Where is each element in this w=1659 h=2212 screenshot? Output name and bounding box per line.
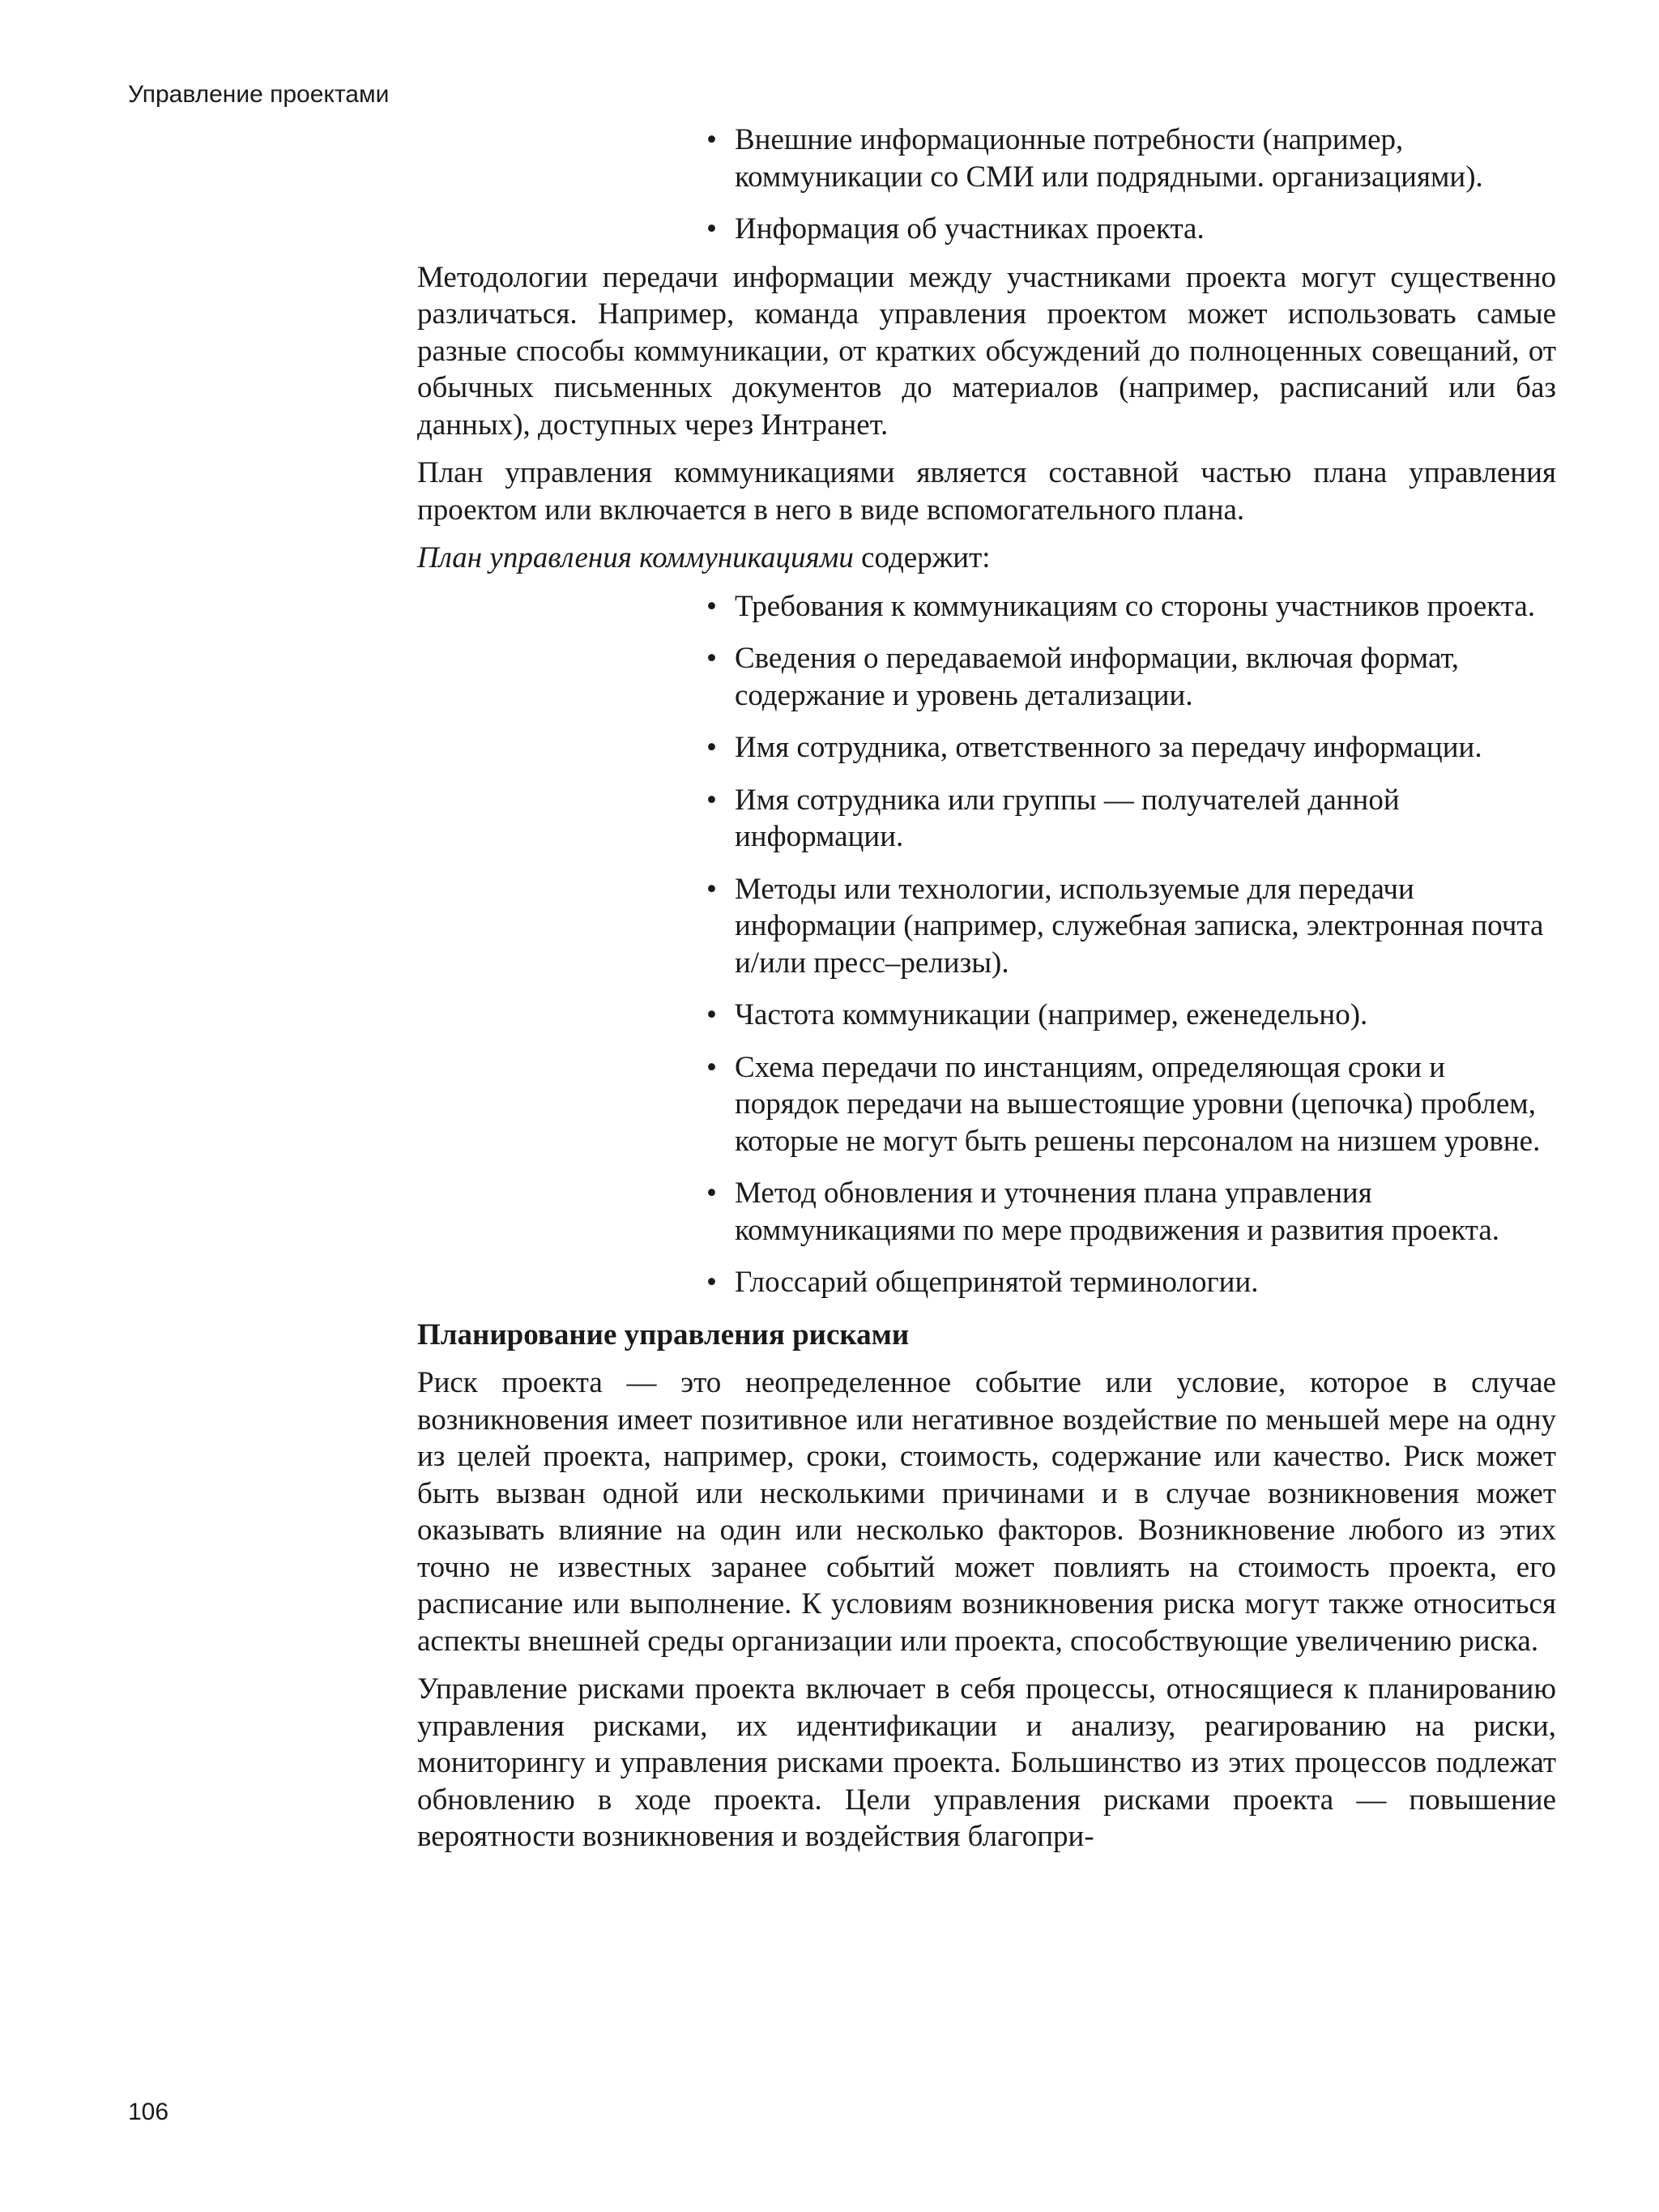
list-item-text: Глоссарий общепринятой терминологии. <box>735 1266 1259 1299</box>
paragraph-risk-definition: Риск проекта — это неопределенное событие или условие, которое в случае возникновения имеет позитивное или негативное воздействие по меньшей мере на одну из целей проекта, например, сроки, стоимость, содержание или качество. Риск может быть вызван одной или несколькими причинами и в случае возникновения может оказывать влияние на один или несколько факторов. Возникновение любого из этих точно не известных заранее событий может повлиять на стоимость проекта, его расписание или выполнение. К условиям возникновения риска могут также относиться аспекты внешней среды организации или проекта, способствующие увеличению риска. <box>417 1366 1556 1658</box>
list-item <box>706 211 1556 248</box>
list-item <box>706 122 1556 195</box>
plan-term: План управления коммуникациями <box>417 541 854 574</box>
running-head: Управление проектами <box>128 81 390 108</box>
list-item-text: Требования к коммуникациям со стороны участников проекта. <box>735 589 1536 623</box>
bullet-icon: • <box>706 1176 717 1210</box>
page-body <box>417 122 1556 1855</box>
bullet-icon: • <box>706 1050 717 1084</box>
list-item-text: Имя сотрудника или группы — получателей данной информации. <box>735 783 1400 853</box>
list-item <box>706 640 1556 714</box>
bullet-icon: • <box>706 783 717 817</box>
bullet-icon: • <box>706 123 717 156</box>
bullet-icon: • <box>706 1266 717 1299</box>
list-item-text: Имя сотрудника, ответственного за передачу информации. <box>735 731 1482 764</box>
bullet-list-top <box>417 122 1556 248</box>
list-item-text: Частота коммуникации (например, еженедельно). <box>735 998 1368 1031</box>
list-item <box>706 997 1556 1034</box>
paragraph-methodologies: Методологии передачи информации между участниками проекта могут существенно различаться. Например, команда управления проектом может использовать самые разные способы коммуникации, от кратких обсуждений до полноценных совещаний, от обычных письменных документов до материалов (например, расписаний или баз данных), доступных через Интранет. <box>417 260 1556 442</box>
paragraph-risk-management: Управление рисками проекта включает в себя процессы, относящиеся к планированию управления рисками, их идентификации и анализу, реагированию на риски, мониторингу и управления рисками проекта. Большинство из этих процессов подлежат обновлению в ходе проекта. Цели управления рисками проекта — повышение вероятности возникновения и воздействия благопри- <box>417 1672 1556 1853</box>
list-item <box>706 782 1556 856</box>
list-item <box>706 588 1556 626</box>
bullet-icon: • <box>706 998 717 1031</box>
bullet-icon: • <box>706 731 717 764</box>
list-item <box>706 729 1556 767</box>
list-item-text: Информация об участниках проекта. <box>735 212 1205 246</box>
list-item-text: Метод обновления и уточнения плана управления коммуникациями по мере продвижения и развития проекта. <box>735 1176 1500 1247</box>
bullet-icon: • <box>706 212 717 246</box>
plan-contains-text: содержит: <box>853 541 991 574</box>
section-heading: Планирование управления рисками <box>417 1317 910 1352</box>
bullet-icon: • <box>706 872 717 906</box>
bullet-list-plan <box>417 588 1556 1301</box>
paragraph-plan-part: План управления коммуникациями является составной частью плана управления проектом или включается в него в виде вспомогательного плана. <box>417 456 1556 527</box>
list-item <box>706 1175 1556 1249</box>
list-item-text: Схема передачи по инстанциям, определяющая сроки и порядок передачи на вышестоящие уровни (цепочка) проблем, которые не могут быть решены персоналом на низшем уровне. <box>735 1050 1541 1158</box>
list-item-text: Методы или технологии, используемые для передачи информации (например, служебная записка, электронная почта и/или пресс–релизы). <box>735 872 1544 980</box>
page-number: 106 <box>128 2099 169 2125</box>
list-item-text: Внешние информационные потребности (например, коммуникации со СМИ или подрядными. организациями). <box>735 123 1483 194</box>
list-item <box>706 871 1556 982</box>
paragraph-plan-contains <box>417 540 1556 577</box>
list-item <box>706 1049 1556 1160</box>
list-item <box>706 1264 1556 1301</box>
bullet-icon: • <box>706 589 717 623</box>
bullet-icon: • <box>706 642 717 675</box>
list-item-text: Сведения о передаваемой информации, включая формат, содержание и уровень детализации. <box>735 642 1460 712</box>
